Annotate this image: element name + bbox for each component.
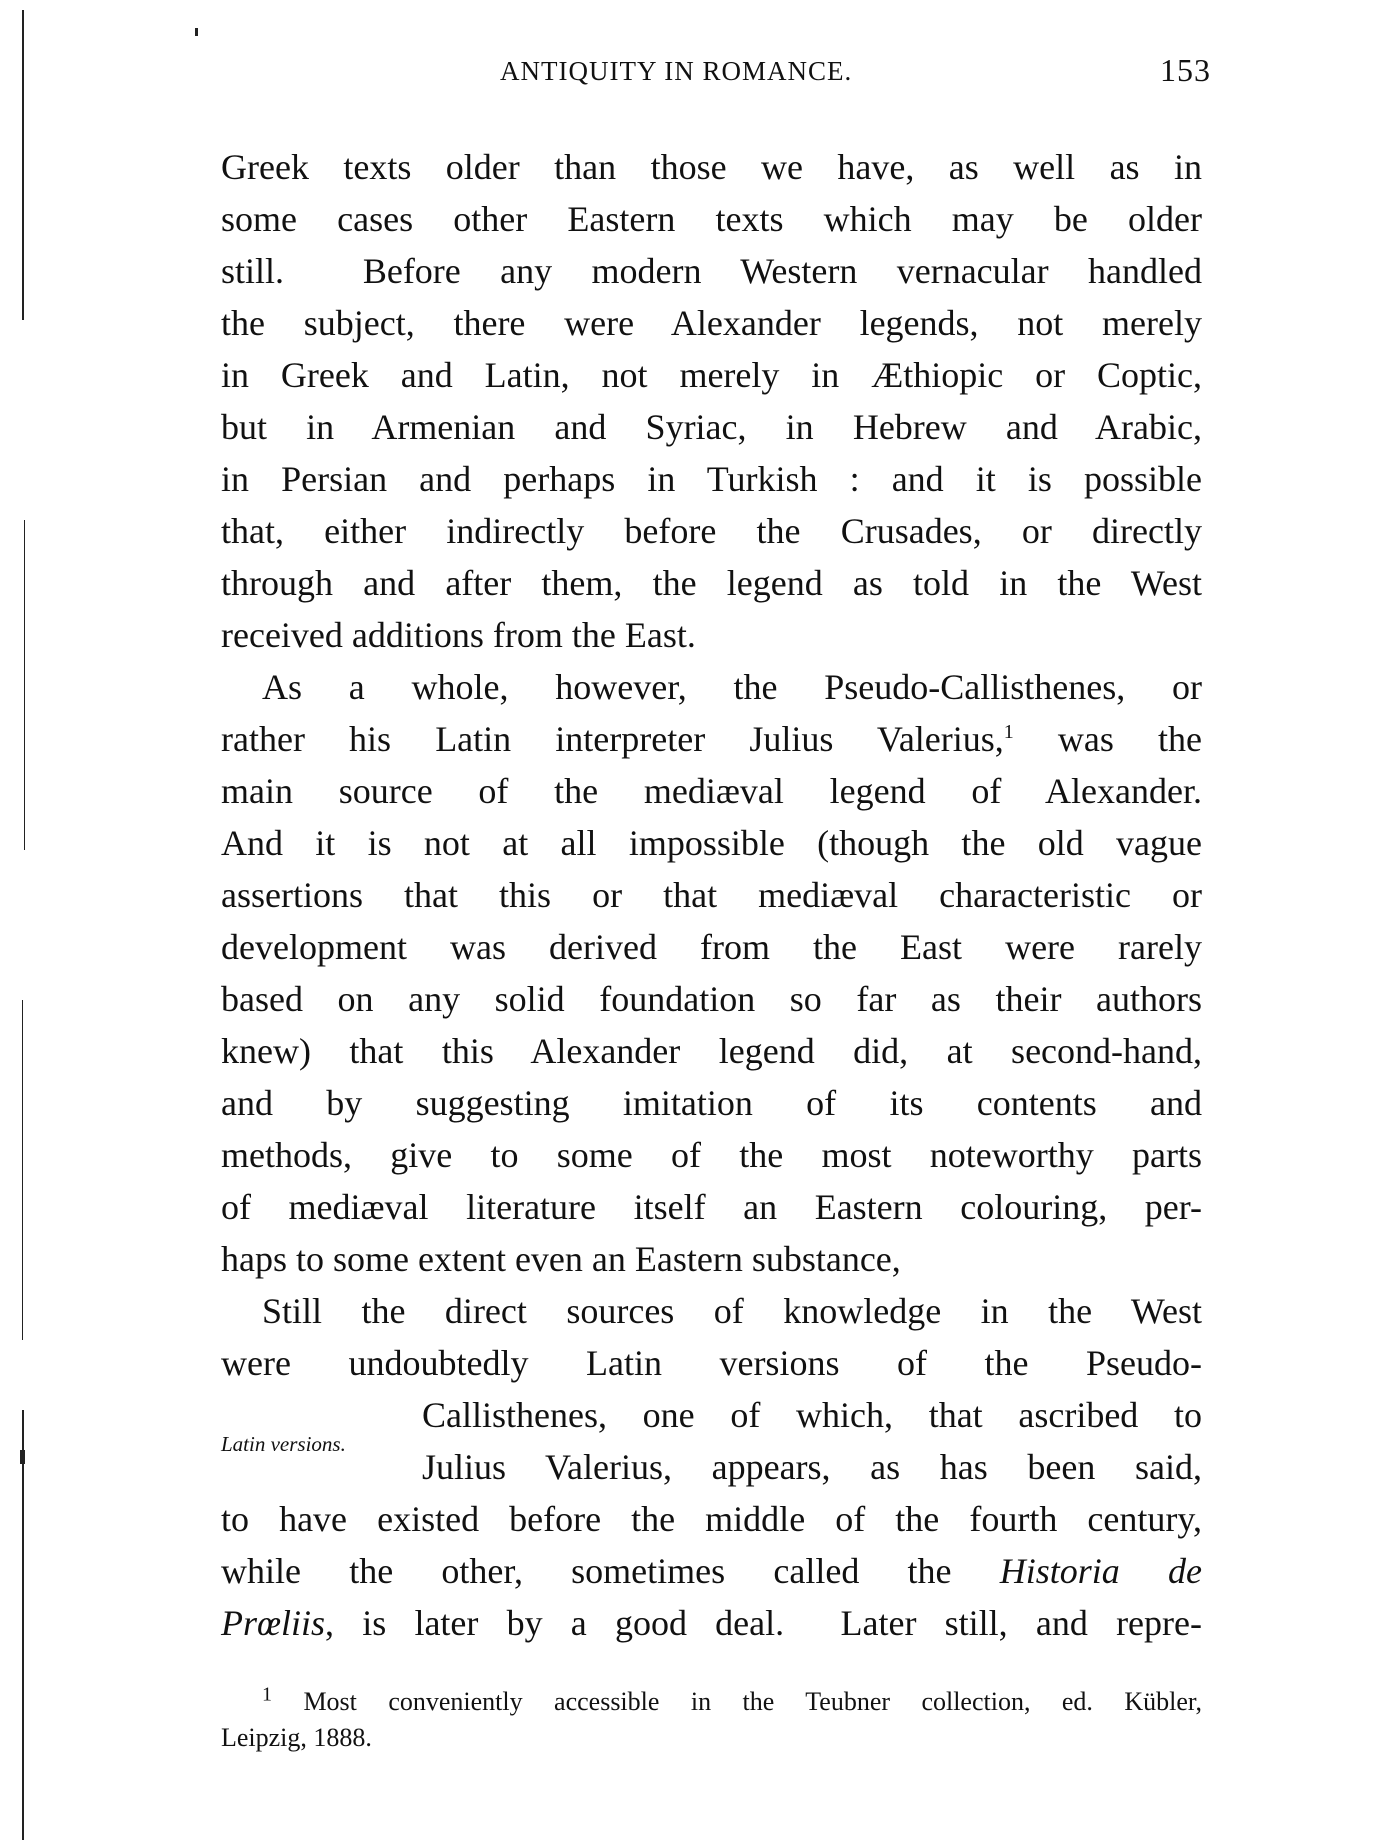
line-text: Greek texts older than those we have, as well as in [221,147,1202,187]
body-line [221,401,1202,453]
body-line [221,817,1202,869]
line-text: knew) that this Alexander legend did, at second-hand, [221,1031,1202,1071]
line-text: haps to some extent even an Eastern substance, [221,1239,901,1279]
line-text: Julius Valerius, appears, as has been said, [422,1447,1202,1487]
footnote-line-2: Leipzig, 1888. [221,1723,372,1752]
line-text: methods, give to some of the most noteworthy parts [221,1135,1202,1175]
line-text: development was derived from the East were rarely [221,927,1202,967]
body-line [221,557,1202,609]
body-line [221,1597,1202,1649]
body-line [221,349,1202,401]
page-number: 153 [1160,52,1211,88]
line-text: was the [1013,719,1202,759]
line-text: still. Before any modern Western vernacular handled [221,251,1202,291]
line-text: in Persian and perhaps in Turkish : and it is possible [221,459,1202,499]
italic-title: Prœliis [221,1603,326,1643]
scan-edge-mark [22,10,24,320]
line-text: Callisthenes, one of which, that ascribed to [422,1395,1202,1435]
margin-note: Latin versions. [221,1432,346,1456]
body-line [221,297,1202,349]
scan-speck [20,1450,25,1464]
scan-speck [195,28,198,36]
running-head: ANTIQUITY IN ROMANCE. [500,56,853,86]
body-line [221,141,1202,193]
footnote-marker: 1 [262,1683,272,1706]
italic-title: Historia de [999,1551,1202,1591]
line-text: And it is not at all impossible (though the old vague [221,823,1202,863]
line-text: but in Armenian and Syriac, in Hebrew and Arabic, [221,407,1202,447]
line-text: were undoubtedly Latin versions of the Pseudo- [221,1343,1202,1383]
body-line [422,1441,1202,1493]
line-text: in Greek and Latin, not merely in Æthiopic or Coptic, [221,355,1202,395]
line-text: that, either indirectly before the Crusades, or directly [221,511,1202,551]
line-text: received additions from the East. [221,615,696,655]
line-text: based on any solid foundation so far as their authors [221,979,1202,1019]
body-line [221,869,1202,921]
body-line [221,453,1202,505]
body-line [221,1077,1202,1129]
line-text: the subject, there were Alexander legends, not merely [221,303,1202,343]
body-line [221,921,1202,973]
scan-edge-mark [22,1410,24,1840]
body-line [221,1233,1202,1285]
body-line [221,1337,1202,1389]
body-line [221,765,1202,817]
body-line [262,1285,1202,1337]
line-text: rather his Latin interpreter Julius Valerius, [221,719,1004,759]
line-text: As a whole, however, the Pseudo-Callisthenes, or [262,667,1202,707]
body-line [221,1181,1202,1233]
body-line [221,609,1202,661]
body-line [221,1025,1202,1077]
body-line [221,193,1202,245]
body-line [221,1493,1202,1545]
line-text: main source of the mediæval legend of Alexander. [221,771,1202,811]
line-text: assertions that this or that mediæval characteristic or [221,875,1202,915]
body-line [221,1545,1202,1597]
line-text: through and after them, the legend as told in the West [221,563,1202,603]
scan-edge-mark [24,520,25,850]
line-text: while the other, sometimes called the [221,1551,1000,1591]
footnote-line-1 [262,1684,1202,1720]
line-text: , is later by a good deal. Later still, and repre- [325,1603,1202,1643]
body-line [422,1389,1202,1441]
line-text: and by suggesting imitation of its contents and [221,1083,1202,1123]
scan-edge-mark [22,1000,23,1340]
line-text: of mediæval literature itself an Eastern colouring, per- [221,1187,1202,1227]
body-line [221,713,1202,765]
line-text: to have existed before the middle of the fourth century, [221,1499,1202,1539]
body-line [221,505,1202,557]
body-line [221,973,1202,1025]
line-text: Still the direct sources of knowledge in the West [262,1291,1202,1331]
footnote-text: Most conveniently accessible in the Teubner collection, ed. Kübler, [303,1687,1203,1716]
body-line [221,1129,1202,1181]
footnote-reference: 1 [1003,721,1014,743]
body-line [262,661,1202,713]
body-line [221,245,1202,297]
line-text: some cases other Eastern texts which may be older [221,199,1202,239]
